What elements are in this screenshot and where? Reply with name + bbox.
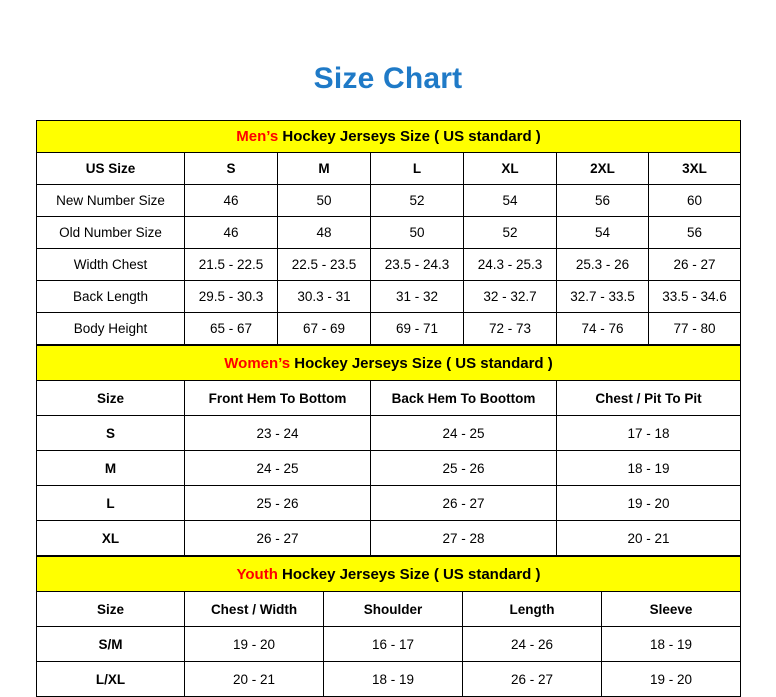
cell: 25 - 26 (185, 486, 371, 521)
row-label: L (37, 486, 185, 521)
mens-col-header: 3XL (649, 153, 741, 185)
table-row (37, 217, 741, 249)
cell: 33.5 - 34.6 (649, 281, 741, 313)
youth-col-header: Size (37, 592, 185, 627)
youth-col-header: Shoulder (324, 592, 463, 627)
mens-size-table (36, 120, 741, 345)
cell: 65 - 67 (185, 313, 278, 345)
cell: 56 (649, 217, 741, 249)
cell: 18 - 19 (557, 451, 741, 486)
womens-header-row (37, 381, 741, 416)
cell: 19 - 20 (185, 627, 324, 662)
cell: 20 - 21 (185, 662, 324, 697)
cell: 48 (278, 217, 371, 249)
cell: 26 - 27 (371, 486, 557, 521)
mens-col-header: 2XL (557, 153, 649, 185)
cell: 21.5 - 22.5 (185, 249, 278, 281)
youth-header-row (37, 592, 741, 627)
cell: 26 - 27 (649, 249, 741, 281)
page-title: Size Chart (313, 62, 463, 95)
cell: 32 - 32.7 (464, 281, 557, 313)
mens-col-header: L (371, 153, 464, 185)
cell: 27 - 28 (371, 521, 557, 556)
mens-col-header: M (278, 153, 371, 185)
youth-col-header: Chest / Width (185, 592, 324, 627)
cell: 77 - 80 (649, 313, 741, 345)
cell: 24 - 26 (463, 627, 602, 662)
row-label: M (37, 451, 185, 486)
cell: 54 (557, 217, 649, 249)
cell: 72 - 73 (464, 313, 557, 345)
cell: 50 (371, 217, 464, 249)
table-row (37, 521, 741, 556)
cell: 19 - 20 (602, 662, 741, 697)
cell: 19 - 20 (557, 486, 741, 521)
cell: 52 (464, 217, 557, 249)
mens-col-header: XL (464, 153, 557, 185)
cell: 25 - 26 (371, 451, 557, 486)
womens-col-header: Front Hem To Bottom (185, 381, 371, 416)
youth-col-header: Sleeve (602, 592, 741, 627)
cell: 74 - 76 (557, 313, 649, 345)
cell: 32.7 - 33.5 (557, 281, 649, 313)
youth-banner (37, 557, 741, 592)
cell: 52 (371, 185, 464, 217)
cell: 50 (278, 185, 371, 217)
mens-banner (37, 121, 741, 153)
tables-container (36, 120, 740, 697)
cell: 22.5 - 23.5 (278, 249, 371, 281)
table-row (37, 662, 741, 697)
row-label: L/XL (37, 662, 185, 697)
cell: 23.5 - 24.3 (371, 249, 464, 281)
row-label: Back Length (37, 281, 185, 313)
cell: 24.3 - 25.3 (464, 249, 557, 281)
womens-banner-accent: Women’s (224, 354, 291, 372)
cell: 69 - 71 (371, 313, 464, 345)
table-row (37, 416, 741, 451)
table-row (37, 451, 741, 486)
cell: 46 (185, 185, 278, 217)
mens-banner-row (37, 121, 741, 153)
row-label: Old Number Size (37, 217, 185, 249)
row-label: Body Height (37, 313, 185, 345)
cell: 26 - 27 (463, 662, 602, 697)
cell: 24 - 25 (185, 451, 371, 486)
row-label: S/M (37, 627, 185, 662)
womens-banner-row (37, 346, 741, 381)
row-label: S (37, 416, 185, 451)
cell: 31 - 32 (371, 281, 464, 313)
row-label: New Number Size (37, 185, 185, 217)
cell: 23 - 24 (185, 416, 371, 451)
womens-size-table (36, 345, 741, 556)
cell: 56 (557, 185, 649, 217)
cell: 16 - 17 (324, 627, 463, 662)
womens-col-header: Chest / Pit To Pit (557, 381, 741, 416)
table-row (37, 249, 741, 281)
cell: 17 - 18 (557, 416, 741, 451)
womens-col-header: Size (37, 381, 185, 416)
youth-size-table (36, 556, 741, 697)
youth-col-header: Length (463, 592, 602, 627)
mens-header-row (37, 153, 741, 185)
womens-col-header: Back Hem To Boottom (371, 381, 557, 416)
cell: 18 - 19 (324, 662, 463, 697)
mens-col-header: US Size (37, 153, 185, 185)
cell: 20 - 21 (557, 521, 741, 556)
table-row (37, 185, 741, 217)
womens-banner (37, 346, 741, 381)
mens-col-header: S (185, 153, 278, 185)
cell: 18 - 19 (602, 627, 741, 662)
cell: 24 - 25 (371, 416, 557, 451)
table-row (37, 486, 741, 521)
cell: 26 - 27 (185, 521, 371, 556)
womens-banner-rest: Hockey Jerseys Size ( US standard ) (290, 354, 553, 372)
cell: 67 - 69 (278, 313, 371, 345)
youth-banner-accent: Youth (236, 565, 278, 583)
table-row (37, 281, 741, 313)
row-label: XL (37, 521, 185, 556)
row-label: Width Chest (37, 249, 185, 281)
cell: 60 (649, 185, 741, 217)
cell: 25.3 - 26 (557, 249, 649, 281)
mens-banner-accent: Men’s (236, 128, 279, 145)
cell: 46 (185, 217, 278, 249)
cell: 29.5 - 30.3 (185, 281, 278, 313)
table-row (37, 627, 741, 662)
cell: 30.3 - 31 (278, 281, 371, 313)
table-row (37, 313, 741, 345)
cell: 54 (464, 185, 557, 217)
youth-banner-row (37, 557, 741, 592)
youth-banner-rest: Hockey Jerseys Size ( US standard ) (277, 565, 541, 583)
mens-banner-rest: Hockey Jerseys Size ( US standard ) (278, 128, 541, 145)
